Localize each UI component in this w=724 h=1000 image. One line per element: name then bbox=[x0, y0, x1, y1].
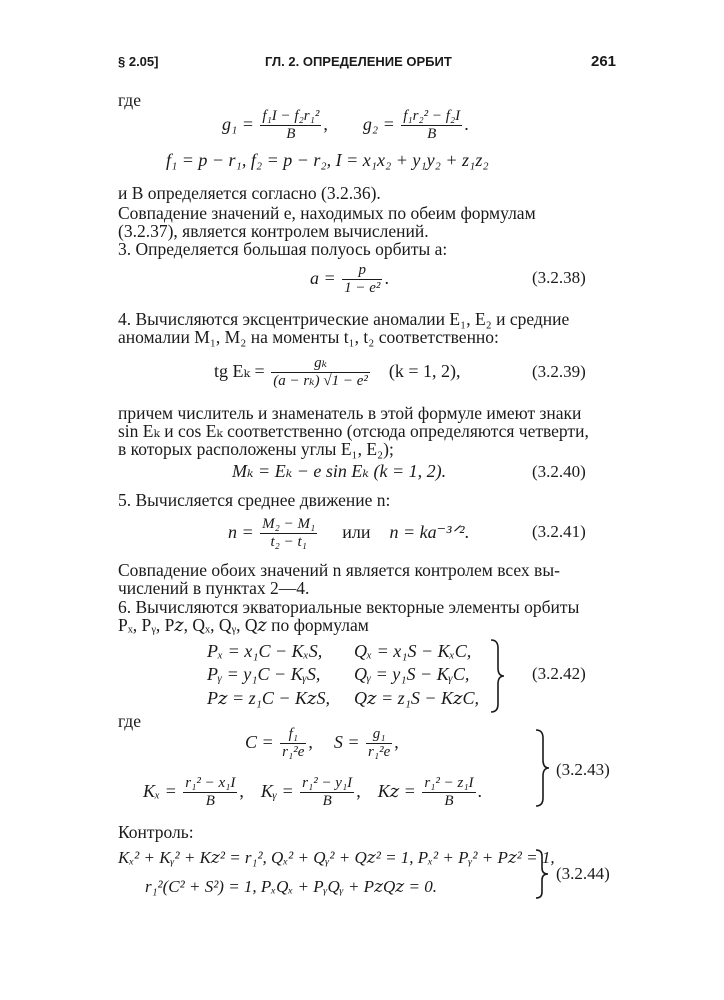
C-denominator: r₁²e bbox=[282, 744, 305, 761]
tgE-numerator: gₖ bbox=[314, 355, 328, 372]
equation-Qz bbox=[354, 688, 479, 708]
paragraph-line: Совпадение обоих значений n является контролем всех вы- bbox=[118, 560, 560, 580]
word-ili: или bbox=[342, 522, 371, 542]
Kz-lhs: K𝑧 = bbox=[377, 781, 416, 801]
section-marker: § 2.05] bbox=[118, 54, 159, 69]
g1-numerator: f₁I − f₂r₁² bbox=[262, 108, 320, 125]
C-lhs: C = bbox=[245, 732, 274, 752]
n-denominator: t₂ − t₁ bbox=[270, 534, 307, 551]
right-brace bbox=[533, 848, 551, 900]
C-fraction bbox=[280, 726, 306, 761]
equation-M-text: Mₖ = Eₖ − e sin Eₖ (k = 1, 2). bbox=[232, 461, 447, 481]
g1-denominator: B bbox=[286, 126, 296, 143]
S-numerator: g₁ bbox=[372, 726, 386, 743]
a-numerator: p bbox=[358, 262, 367, 279]
step-4: 4. Вычисляются эксцентрические аномалии E₁, E₂ и средние bbox=[118, 309, 570, 329]
equation-Qx-text: Qₓ = x₁S − KₓC, bbox=[354, 641, 472, 661]
paragraph-line: аномалии M₁, M₂ на моменты t₁, t₂ соответственно: bbox=[118, 327, 499, 347]
page-number: 261 bbox=[591, 53, 617, 70]
g1-lhs: g₁ = bbox=[222, 114, 254, 134]
equation-f-I-text: f₁ = p − r₁, f₂ = p − r₂, I = x₁x₂ + y₁y₂ + z₁z₂ bbox=[166, 150, 489, 170]
n-numerator: M₂ − M₁ bbox=[262, 516, 316, 533]
equation-Px-text: Pₓ = x₁C − KₓS, bbox=[207, 641, 323, 661]
a-lhs: a = bbox=[310, 268, 336, 288]
Kx-numerator: r₁² − x₁I bbox=[185, 775, 236, 792]
chapter-title: ГЛ. 2. ОПРЕДЕЛЕНИЕ ОРБИТ bbox=[265, 54, 452, 69]
equation-Py bbox=[207, 664, 320, 684]
step-3: 3. Определяется большая полуось орбиты a: bbox=[118, 239, 448, 259]
paragraph-line: в которых расположены углы E₁, E₂); bbox=[118, 439, 394, 459]
paragraph-line: числений в пунктах 2—4. bbox=[118, 578, 310, 598]
S-lhs: S = bbox=[333, 732, 360, 752]
Kx-fraction bbox=[183, 775, 237, 810]
a-denominator: 1 − e² bbox=[344, 280, 381, 297]
tgE-denominator: (a − rₖ) √1 − e² bbox=[273, 373, 368, 390]
g2-numerator: f₁r₂² − f₂I bbox=[403, 108, 461, 125]
equation-tgE bbox=[214, 352, 461, 390]
control-line-1 bbox=[118, 848, 555, 868]
paragraph-line: sin Eₖ и cos Eₖ соответственно (отсюда определяются четверти, bbox=[118, 421, 589, 441]
word-gde: где bbox=[118, 90, 141, 110]
tgE-lhs: tg Eₖ = bbox=[214, 361, 265, 381]
equation-a: a = $\frac{p}{\text{1 − e²}}$ . bbox=[310, 262, 389, 297]
n-lhs: n = bbox=[228, 522, 254, 542]
equation-g1-g2: g₁ = $\frac{\text{f₁I − f₂r₁²}}{B}$ , g₂ = $\frac{\text{f₁r₂² − f₂I}}{B}$ . bbox=[222, 108, 469, 143]
word-control: Контроль: bbox=[118, 822, 194, 842]
control-line-2 bbox=[145, 877, 437, 897]
equation-number: (3.2.44) bbox=[556, 864, 610, 883]
equation-Px bbox=[207, 641, 322, 661]
equation-Pz bbox=[207, 688, 330, 708]
equation-Qz-text: Q𝑧 = z₁S − K𝑧C, bbox=[354, 688, 480, 708]
Ky-lhs: Kᵧ = bbox=[260, 781, 294, 801]
step-6: 6. Вычисляются экваториальные векторные элементы орбиты bbox=[118, 597, 580, 617]
a-fraction bbox=[342, 262, 382, 297]
control-line-2-text: r₁²(C² + S²) = 1, PₓQₓ + PᵧQᵧ + P𝑧Q𝑧 = 0. bbox=[145, 877, 437, 896]
right-brace bbox=[488, 638, 506, 714]
step-5: 5. Вычисляется среднее движение n: bbox=[118, 490, 391, 510]
equation-number: (3.2.40) bbox=[532, 462, 586, 481]
g2-fraction bbox=[401, 108, 462, 143]
control-line-1-text: Kₓ² + Kᵧ² + K𝑧² = r₁², Qₓ² + Qᵧ² + Q𝑧² = 1, Pₓ² + Pᵧ² + P𝑧² = 1, bbox=[118, 848, 555, 867]
equation-Pz-text: P𝑧 = z₁C − K𝑧S, bbox=[207, 688, 331, 708]
equation-Qy-text: Qᵧ = y₁S − KᵧC, bbox=[354, 664, 470, 684]
g1-fraction bbox=[260, 108, 321, 143]
equation-number: (3.2.38) bbox=[532, 268, 586, 287]
equation-Qx bbox=[354, 641, 471, 661]
n-alternative: n = ka⁻³ᐟ² bbox=[389, 522, 465, 542]
Kz-fraction bbox=[422, 775, 475, 810]
Ky-denominator: B bbox=[322, 793, 332, 810]
equation-f-I bbox=[166, 150, 489, 170]
b-definition: и B определяется согласно (3.2.36). bbox=[118, 183, 381, 203]
Kz-denominator: B bbox=[444, 793, 454, 810]
paragraph-line: Pₓ, Pᵧ, P𝑧, Qₓ, Qᵧ, Q𝑧 по формулам bbox=[118, 615, 369, 635]
equation-number: (3.2.43) bbox=[556, 760, 610, 779]
word-gde: где bbox=[118, 711, 141, 731]
equation-K: Kₓ = $\frac{\text{r₁² − x₁I}}{B}$ , Kᵧ = $\frac{\text{r₁² − y₁I}}{B}$ , K𝑧 = $\frac{\text{r₁² − z₁I}}{B}$ . bbox=[143, 775, 483, 810]
g2-lhs: g₂ = bbox=[362, 114, 395, 134]
tgE-condition: (k = 1, 2), bbox=[388, 361, 461, 381]
C-numerator: f₁ bbox=[288, 726, 298, 743]
paragraph-line: причем числитель и знаменатель в этой формуле имеют знаки bbox=[118, 403, 582, 423]
paragraph-line: (3.2.37), является контролем вычислений. bbox=[118, 221, 429, 241]
equation-number: (3.2.42) bbox=[532, 664, 586, 683]
S-fraction bbox=[366, 726, 392, 761]
n-fraction bbox=[260, 516, 317, 551]
equation-C-S: C = $\frac{\text{f₁}}{\text{r₁²e}}$ , S = $\frac{\text{g₁}}{\text{r₁²e}}$ , bbox=[245, 726, 399, 761]
Kx-lhs: Kₓ = bbox=[143, 781, 177, 801]
Kx-denominator: B bbox=[205, 793, 215, 810]
tgE-fraction bbox=[271, 355, 370, 390]
right-brace bbox=[533, 728, 551, 808]
equation-Qy bbox=[354, 664, 469, 684]
Ky-numerator: r₁² − y₁I bbox=[302, 775, 353, 792]
equation-number: (3.2.41) bbox=[532, 522, 586, 541]
equation-n: n = $\frac{\text{M₂ − M₁}}{\text{t₂ − t₁}}$ или n = ka⁻³ᐟ². bbox=[228, 516, 470, 551]
equation-M bbox=[232, 461, 446, 481]
paragraph-line: Совпадение значений e, находимых по обеим формулам bbox=[118, 203, 536, 223]
S-denominator: r₁²e bbox=[368, 744, 391, 761]
g2-denominator: B bbox=[427, 126, 437, 143]
Ky-fraction bbox=[300, 775, 354, 810]
equation-number: (3.2.39) bbox=[532, 362, 586, 381]
Kz-numerator: r₁² − z₁I bbox=[424, 775, 474, 792]
equation-Py-text: Pᵧ = y₁C − KᵧS, bbox=[207, 664, 321, 684]
